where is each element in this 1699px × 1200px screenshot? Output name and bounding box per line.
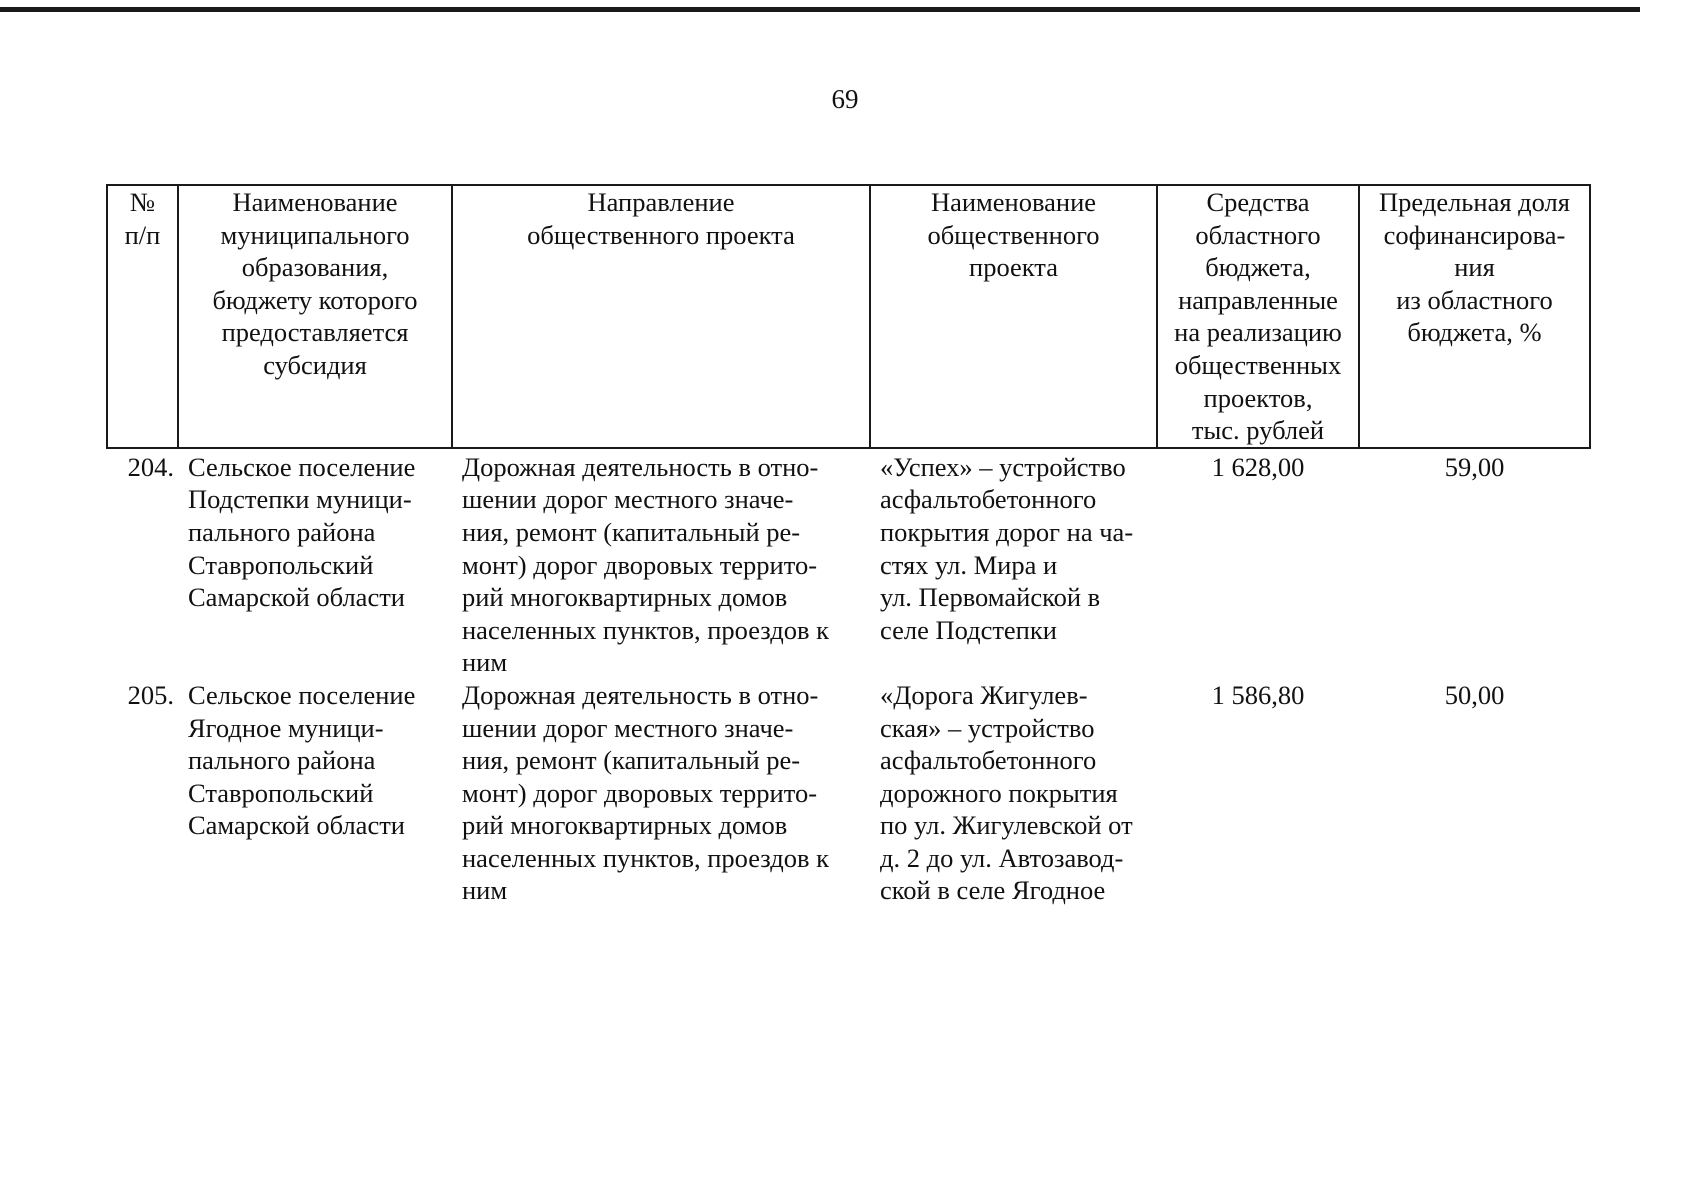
funds-text: 1 628,00 [1211, 451, 1305, 482]
direction-cell [452, 679, 870, 907]
municipality-text: Сельское поселение Подстепки муници- пального района Ставропольский Самарской области [188, 451, 416, 613]
direction-cell [452, 448, 870, 679]
project-text: «Дорога Жигулев- ская» – устройство асфальтобетонного дорожного покрытия по ул. Жигулевской от д. 2 до ул. Автозавод- ской в селе Ягодное [880, 679, 1133, 906]
funds-text: 1 586,80 [1211, 679, 1305, 710]
header-share [1359, 185, 1590, 448]
table-row [107, 448, 1590, 679]
header-project-label: Наименование общественного проекта [927, 187, 1100, 283]
municipality-cell [178, 679, 452, 907]
header-direction-label: Направление общественного проекта [527, 187, 795, 250]
funds-cell [1157, 448, 1359, 679]
header-municipality-label: Наименование муниципального образования, бюджету которого предоставляется субсидия [212, 187, 418, 380]
table-body [107, 448, 1590, 907]
municipality-cell [178, 448, 452, 679]
project-cell [870, 448, 1157, 679]
header-project [870, 185, 1157, 448]
table-header [107, 185, 1590, 448]
project-text: «Успех» – устройство асфальтобетонного покрытия дорог на ча- стях ул. Мира и ул. Первомайской в селе Подстепки [880, 451, 1134, 645]
header-funds [1157, 185, 1359, 448]
row-number [107, 679, 178, 907]
table-row [107, 679, 1590, 907]
direction-text: Дорожная деятельность в отно- шении дорог местного значе- ния, ремонт (капитальный ре- монт) дорог дворовых террито- рий многоквартирных домов населенных пунктов, проездов к ним [462, 679, 830, 906]
header-municipality [178, 185, 452, 448]
header-funds-label: Средства областного бюджета, направленные на реализацию общественных проектов, тыс. рублей [1174, 187, 1342, 446]
header-share-label: Предельная доля софинансирова- ния из областного бюджета, % [1379, 187, 1570, 348]
share-cell [1359, 679, 1590, 907]
header-number [107, 185, 178, 448]
project-cell [870, 679, 1157, 907]
scan-top-edge [0, 7, 1640, 12]
municipality-text: Сельское поселение Ягодное муници- пального района Ставропольский Самарской области [188, 679, 416, 841]
row-number [107, 448, 178, 679]
share-text: 50,00 [1444, 679, 1505, 710]
row-number-text: 204. [127, 451, 174, 482]
row-number-text: 205. [127, 679, 174, 710]
share-text: 59,00 [1444, 451, 1505, 482]
header-direction [452, 185, 870, 448]
funds-cell [1157, 679, 1359, 907]
header-row [107, 185, 1590, 448]
header-number-label: № п/п [124, 187, 161, 250]
direction-text: Дорожная деятельность в отно- шении дорог местного значе- ния, ремонт (капитальный ре- монт) дорог дворовых террито- рий многоквартирных домов населенных пунктов, проездов к ним [462, 451, 830, 678]
subsidy-table [106, 184, 1591, 907]
page-number: 69 [831, 84, 859, 114]
share-cell [1359, 448, 1590, 679]
